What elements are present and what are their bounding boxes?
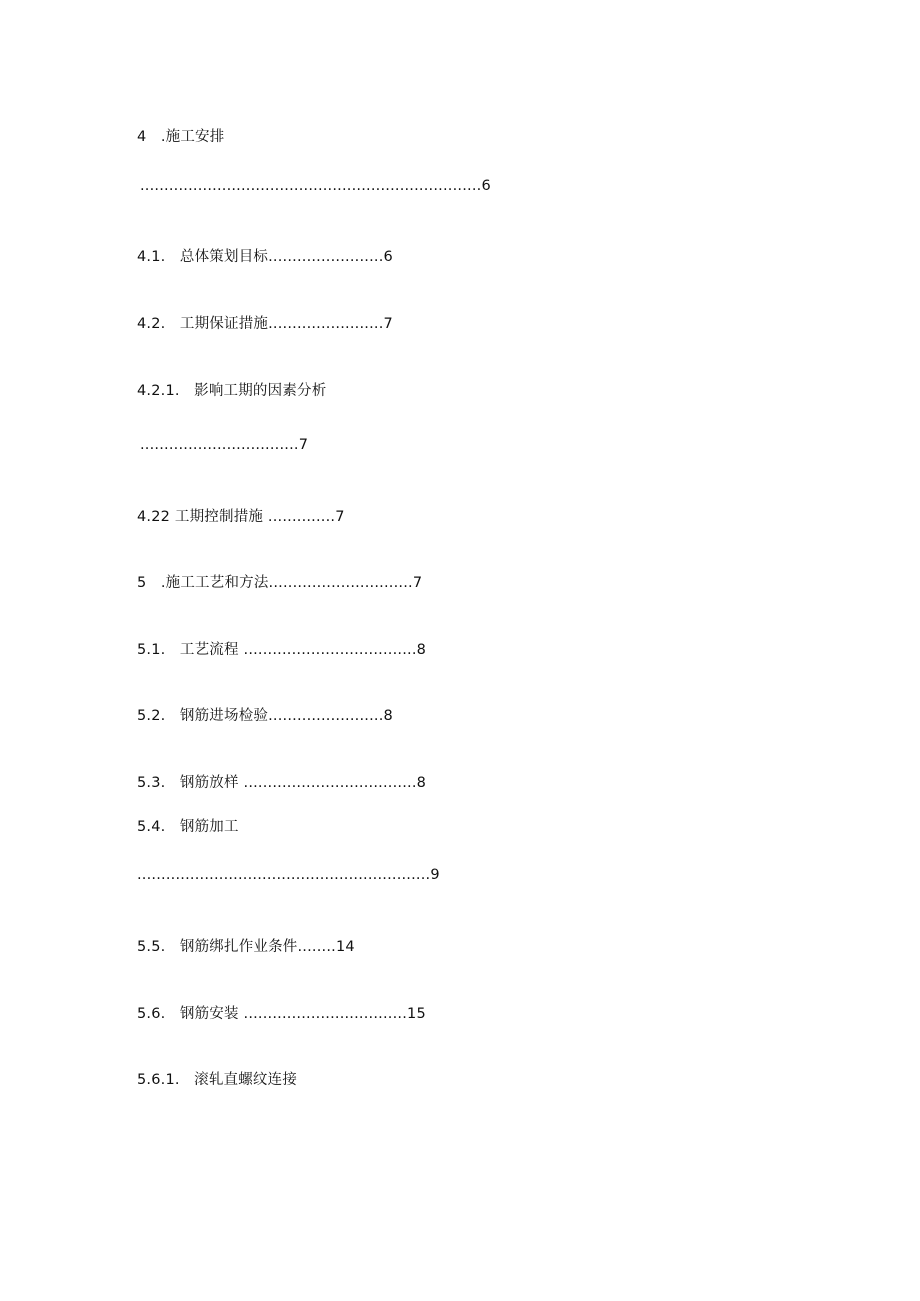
toc-entry-4: 4 .施工安排 xyxy=(137,129,225,145)
toc-entry-5-1: 5.1. 工艺流程 ....................................8 xyxy=(137,642,427,658)
toc-entry-4-2-1: 4.2.1. 影响工期的因素分析 xyxy=(137,383,327,399)
toc-entry-5-5: 5.5. 钢筋绑扎作业条件........14 xyxy=(137,939,355,955)
toc-entry-4-1: 4.1. 总体策划目标........................6 xyxy=(137,249,393,265)
toc-entry-5-6: 5.6. 钢筋安装 ..................................15 xyxy=(137,1006,426,1022)
toc-entry-5: 5 .施工工艺和方法..............................7 xyxy=(137,575,423,591)
toc-entry-5-6-1: 5.6.1. 滚轧直螺纹连接 xyxy=(137,1072,298,1088)
toc-entry-4-2-2: 4.22 工期控制措施 ..............7 xyxy=(137,509,345,525)
toc-leader-5-4: .............................................................9 xyxy=(137,867,440,883)
toc-entry-5-4: 5.4. 钢筋加工 xyxy=(137,819,239,835)
toc-leader-4-2-1: .................................7 xyxy=(140,437,309,453)
toc-entry-4-2: 4.2. 工期保证措施........................7 xyxy=(137,316,393,332)
toc-leader-4: .......................................................................6 xyxy=(140,178,491,194)
toc-entry-5-3: 5.3. 钢筋放样 ....................................8 xyxy=(137,775,427,791)
toc-entry-5-2: 5.2. 钢筋进场检验........................8 xyxy=(137,708,393,724)
